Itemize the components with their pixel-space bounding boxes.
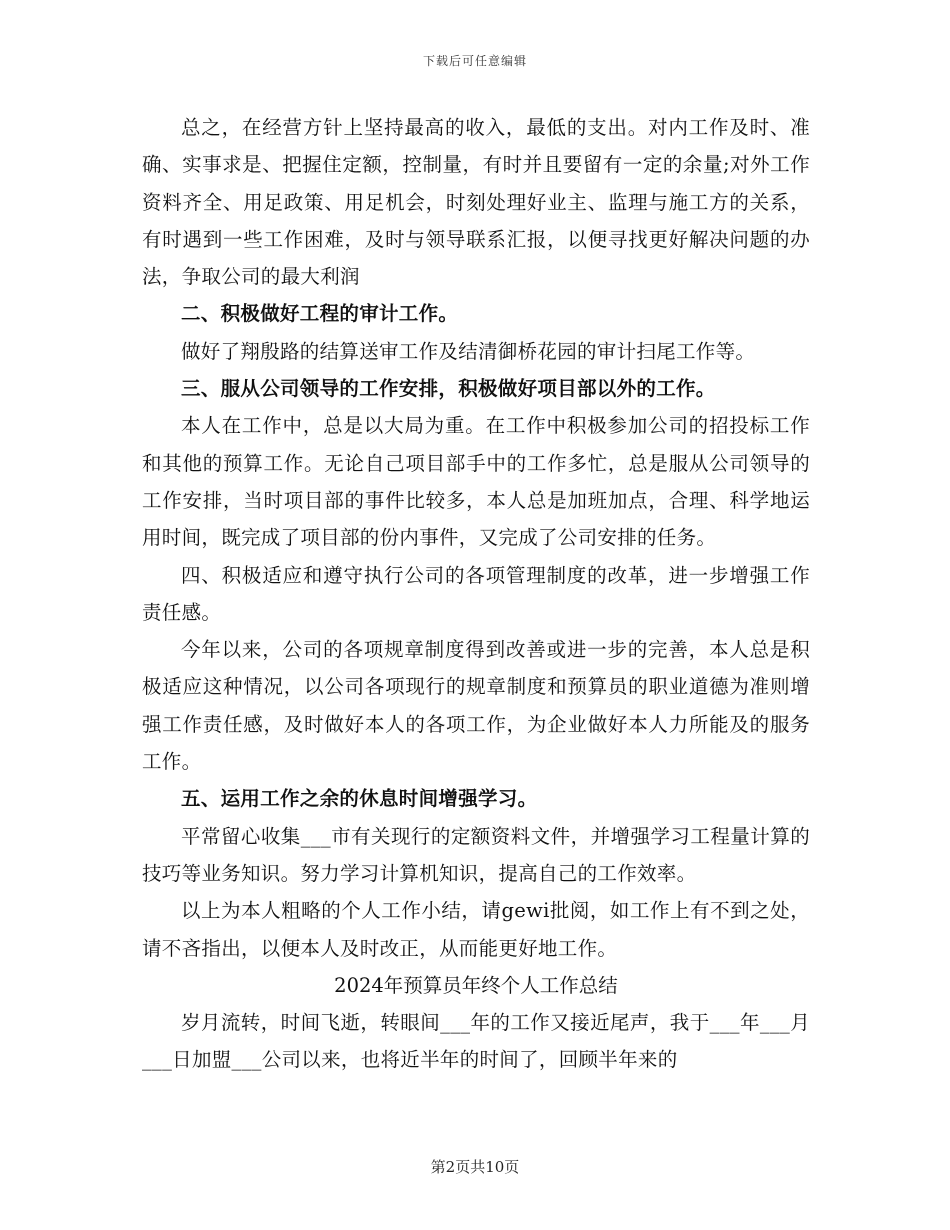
paragraph-intro: 岁月流转，时间飞逝，转眼间___年的工作又接近尾声，我于___年___月___日加盟___公司以来，也将近半年的时间了，回顾半年来的 (142, 1011, 810, 1072)
document-body (142, 109, 810, 1079)
paragraph-closing: 以上为本人粗略的个人工作小结，请gewi批阅，如工作上有不到之处，请不吝指出，以便本人及时改正，从而能更好地工作。 (142, 899, 810, 960)
page-header: 下载后可任意编辑 (422, 54, 527, 68)
paragraph-study: 平常留心收集___市有关现行的定额资料文件，并增强学习工程量计算的技巧等业务知识。努力学习计算机知识，提高自己的工作效率。 (142, 824, 810, 885)
section-heading-adapt-rules: 四、积极适应和遵守执行公司的各项管理制度的改革，进一步增强工作责任感。 (142, 563, 810, 624)
section-heading-study: 五、运用工作之余的休息时间增强学习。 (181, 787, 538, 811)
paragraph-summary: 总之，在经营方针上坚持最高的收入，最低的支出。对内工作及时、准确、实事求是、把握住定额，控制量，有时并且要留有一定的余量;对外工作资料齐全、用足政策、用足机会，时刻处理好业主、监理与施工方的关系，有时遇到一些工作困难，及时与领导联系汇报，以便寻找更好解决问题的办法，争取公司的最大利润 (142, 116, 810, 289)
paragraph-adapt-rules: 今年以来，公司的各项规章制度得到改善或进一步的完善，本人总是积极适应这种情况，以公司各项现行的规章制度和预算员的职业道德为准则增强工作责任感，及时做好本人的各项工作，为企业做好本人力所能及的服务工作。 (142, 638, 810, 774)
page-footer: 第2页共10页 (430, 1158, 520, 1176)
document-title: 2024年预算员年终个人工作总结 (334, 973, 618, 997)
paragraph-audit: 做好了翔殷路的结算送审工作及结清御桥花园的审计扫尾工作等。 (181, 339, 756, 363)
paragraph-obey-leadership: 本人在工作中，总是以大局为重。在工作中积极参加公司的招投标工作和其他的预算工作。无论自己项目部手中的工作多忙，总是服从公司领导的工作安排，当时项目部的事件比较多，本人总是加班加点，合理、科学地运用时间，既完成了项目部的份内事件，又完成了公司安排的任务。 (142, 414, 810, 550)
section-heading-obey-leadership: 三、服从公司领导的工作安排，积极做好项目部以外的工作。 (181, 377, 716, 401)
section-heading-audit: 二、积极做好工程的审计工作。 (181, 302, 459, 326)
